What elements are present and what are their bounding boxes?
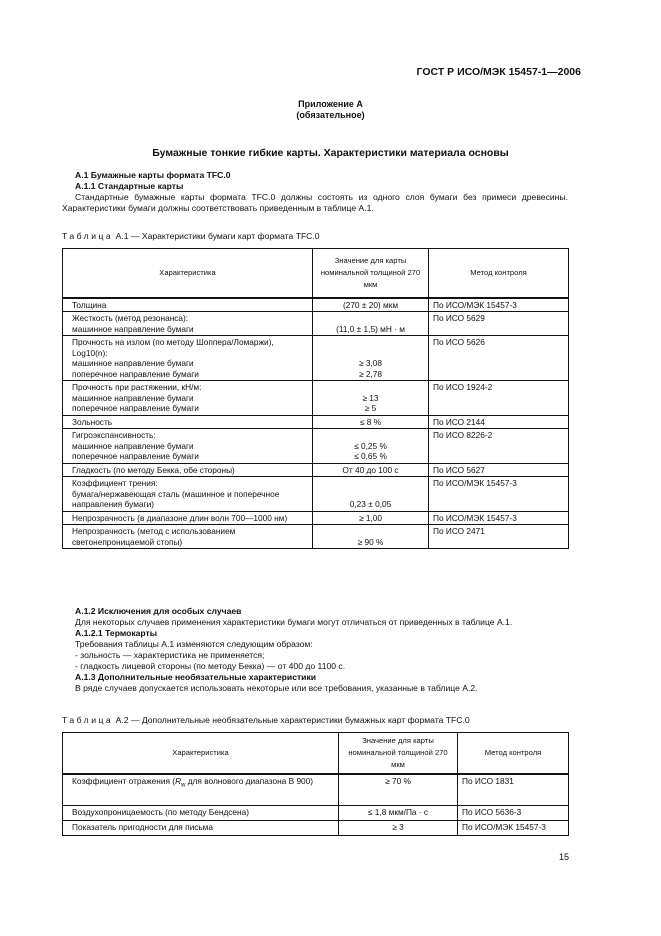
appendix-note: (обязательное): [296, 110, 365, 120]
value-text: ≤ 0,25 %: [354, 440, 387, 451]
page-number: 15: [558, 852, 569, 862]
symbol: R: [175, 775, 182, 786]
characteristic-cell: [63, 415, 313, 429]
characteristic-cell: [63, 336, 313, 381]
cell-text: поперечное направление бумаги: [72, 451, 199, 461]
cell-text: Коэффициент трения:: [72, 478, 158, 488]
characteristic-cell: [63, 463, 313, 477]
table-row: [63, 463, 569, 477]
value-text: ≥ 2,78: [358, 368, 382, 379]
cell-text: Непрозрачность (метод с использованием светонепроницаемой стопы): [72, 526, 236, 547]
table-row: [63, 774, 569, 806]
table-row: [63, 511, 569, 525]
a1-1-heading: А.1.1 Стандартные карты: [75, 181, 184, 191]
col-header: Значение для карты номинальной толщиной 270 мкм: [339, 733, 458, 774]
table-row: [63, 312, 569, 336]
table-row: [63, 821, 569, 836]
method-cell: По ИСО/МЭК 15457-3: [458, 821, 569, 836]
value-cell: [313, 298, 429, 312]
cell-text: Непрозрачность (в диапазоне длин волн 700—1000 нм): [72, 512, 288, 523]
a12-text: Для некоторых случаев применения характеристики бумаги могут отличаться от приведенных в таблице А.1.: [75, 617, 513, 627]
value-cell: [313, 312, 429, 336]
method-cell: По ИСО/МЭК 15457-3: [429, 511, 569, 525]
cell-text: Гладкость (по методу Бекка, обе стороны): [72, 464, 235, 475]
table-row: [63, 806, 569, 821]
table-a1: [62, 248, 569, 549]
characteristic-cell: [63, 774, 339, 806]
value-cell: [313, 477, 429, 512]
col-header: Характеристика: [63, 733, 339, 774]
value-cell: [313, 415, 429, 429]
cell-text: Зольность: [72, 416, 113, 427]
a12-section: [62, 606, 568, 694]
value-text: От 40 до 100 с: [342, 464, 399, 475]
method-cell: По ИСО 5636-3: [458, 806, 569, 821]
table-row: [63, 415, 569, 429]
value-text: ≤ 8 %: [359, 416, 382, 427]
method-cell: По ИСО 2471: [429, 525, 569, 549]
caption-prefix: Таблица: [62, 231, 114, 241]
characteristic-cell: [63, 312, 313, 336]
value-cell: [313, 511, 429, 525]
cell-text: Гигроэкспансивность:: [72, 430, 156, 440]
table-row: [63, 525, 569, 549]
value-text: ≤ 0,65 %: [354, 451, 387, 461]
value-cell: ≥ 3: [339, 821, 458, 836]
standard-header: ГОСТ Р ИСО/МЭК 15457-1—2006: [416, 66, 581, 78]
caption-prefix: Таблица: [62, 715, 114, 725]
a1-section: [62, 170, 568, 214]
characteristic-cell: [63, 298, 313, 312]
value-cell: ≤ 1,8 мкм/Па · с: [339, 806, 458, 821]
col-header: Метод контроля: [429, 249, 569, 298]
value-cell: [313, 463, 429, 477]
table-a2: [62, 732, 569, 836]
value-text: (11,0 ± 1,5) мН · м: [336, 323, 405, 334]
cell-text: машинное направление бумаги: [72, 440, 194, 451]
table1-caption: [62, 231, 320, 241]
method-cell: По ИСО 2144: [429, 415, 569, 429]
method-cell: По ИСО 5629: [429, 312, 569, 336]
value-text: ≥ 3,08: [358, 358, 382, 368]
col-header: Метод контроля: [458, 733, 569, 774]
characteristic-cell: [63, 477, 313, 512]
caption-text: А.2 — Дополнительные необязательные характеристики бумажных карт формата TFC.0: [115, 715, 470, 725]
cell-text: Прочность при растяжении, кН/м:: [72, 382, 202, 392]
value-cell: [313, 336, 429, 381]
characteristic-cell: [63, 381, 313, 416]
value-cell: [313, 429, 429, 464]
col-header: Значение для карты номинальной толщиной 270 мкм: [313, 249, 429, 298]
method-cell: По ИСО 1924-2: [429, 381, 569, 416]
cell-text: поперечное направление бумаги: [72, 403, 199, 413]
value-cell: ≥ 70 %: [339, 774, 458, 806]
cell-text: Коэффициент отражения (: [72, 775, 176, 786]
table-row: [63, 381, 569, 416]
a1-1-text: Стандартные бумажные карты формата TFC.0 должны состоять из одного слоя бумаги без примеси древесины. Характеристики бумаги должны соответствовать приведенным в таблице А.1.: [62, 192, 568, 213]
a13-text: В ряде случаев допускается использовать некоторые или все требования, указанные в таблице А.2.: [75, 683, 478, 693]
value-cell: [313, 381, 429, 416]
method-cell: По ИСО 8226-2: [429, 429, 569, 464]
cell-text: машинное направление бумаги: [72, 358, 194, 368]
a13-heading: А.1.3 Дополнительные необязательные характеристики: [75, 672, 317, 682]
cell-text: бумага/нержавеющая сталь (машинное и поперечное направления бумаги): [72, 488, 280, 509]
characteristic-cell: Показатель пригодности для письма: [63, 821, 339, 836]
col-header: Характеристика: [63, 249, 313, 298]
value-text: ≥ 1,00: [358, 512, 382, 523]
value-text: ≥ 13: [362, 392, 379, 403]
value-text: (270 ± 20) мкм: [342, 299, 399, 310]
appendix-title: Приложение А: [298, 99, 363, 109]
list-item: - зольность — характеристика не применяется;: [75, 650, 265, 660]
cell-text: машинное направление бумаги: [72, 323, 194, 334]
a1-heading: А.1 Бумажные карты формата TFC.0: [75, 170, 231, 180]
value-text: 0,23 ± 0,05: [349, 499, 392, 509]
characteristic-cell: [63, 511, 313, 525]
a121-text: Требования таблицы А.1 изменяются следующим образом:: [75, 639, 313, 649]
a121-heading: А.1.2.1 Термокарты: [75, 628, 158, 638]
cell-text: Толщина: [72, 299, 107, 310]
method-cell: По ИСО/МЭК 15457-3: [429, 477, 569, 512]
method-cell: По ИСО 1831: [458, 774, 569, 806]
table-row: [63, 298, 569, 312]
method-cell: По ИСО 5626: [429, 336, 569, 381]
table-row: [63, 477, 569, 512]
table2-caption: [62, 715, 470, 725]
value-text: ≥ 90 %: [357, 536, 384, 547]
cell-text: Прочность на излом (по методу Шоппера/Ломаржи), Log10(n):: [72, 337, 274, 358]
method-cell: По ИСО/МЭК 15457-3: [429, 298, 569, 312]
value-text: ≥ 5: [364, 403, 377, 413]
a12-heading: А.1.2 Исключения для особых случаев: [75, 606, 242, 616]
table-row: [63, 336, 569, 381]
characteristic-cell: [63, 429, 313, 464]
caption-text: А.1 — Характеристики бумаги карт формата TFC.0: [115, 231, 320, 241]
method-cell: По ИСО 5627: [429, 463, 569, 477]
value-cell: [313, 525, 429, 549]
characteristic-cell: Воздухопроницаемость (по методу Бендсена): [63, 806, 339, 821]
list-item: - гладкость лицевой стороны (по методу Бекка) — от 400 до 1100 с.: [75, 661, 346, 671]
cell-text: для волнового диапазона B 900): [185, 775, 314, 786]
characteristic-cell: [63, 525, 313, 549]
cell-text: машинное направление бумаги: [72, 392, 194, 403]
cell-text: Жесткость (метод резонанса):: [72, 313, 189, 323]
cell-text: поперечное направление бумаги: [72, 368, 199, 379]
section-title: Бумажные тонкие гибкие карты. Характеристики материала основы: [152, 147, 509, 159]
subscript: w: [181, 782, 186, 789]
table-row: [63, 429, 569, 464]
